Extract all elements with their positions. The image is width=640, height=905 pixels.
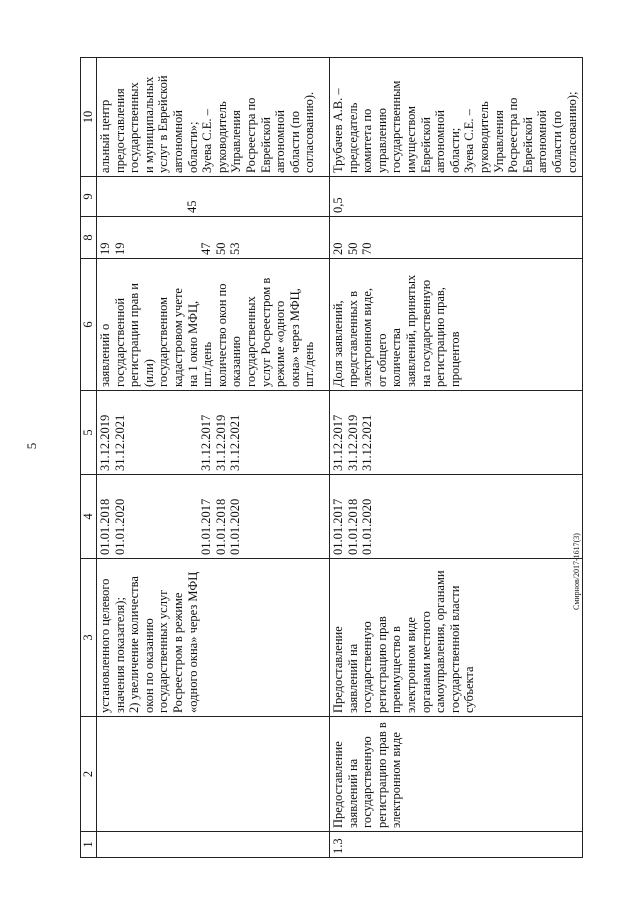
cell-responsible: Трубачев А.В. – председатель комитета по управлению государственным имуществом Еврейской автономной области; Зуева С.Е. – руководитель Управления Росреестра по Еврейской автономной области (по согласованию);: [330, 58, 583, 177]
cell-base-value: 0,5: [330, 177, 583, 217]
header-cell: 3: [81, 559, 97, 717]
cell-end-dates: 31.12.2017 31.12.2019 31.12.2021: [330, 391, 583, 475]
header-cell: 6: [81, 259, 97, 391]
cell-indicator: заявлений о государственной регистрации прав и (или) государственном кадастровом учете на 1 окно МФЦ, шт./день количество окон по оказанию государственных услуг Росреестром в режиме «одного окна» через МФЦ, шт./день: [97, 259, 330, 391]
cell-target-values: 19 19 47 50 53: [97, 217, 330, 259]
cell-indicator: Доля заявлений, представленных в электронном виде, от общего количества заявлений, принятых на государственную регистрацию прав, процентов: [330, 259, 583, 391]
header-cell: 9: [81, 177, 97, 217]
cell-event-name: [97, 717, 330, 832]
cell-start-dates: 01.01.2017 01.01.2018 01.01.2020: [330, 475, 583, 559]
document-table: [80, 57, 583, 858]
document-signature: Смирнов/2017-1617(3): [572, 533, 581, 610]
cell-number: [97, 832, 330, 858]
cell-end-dates: 31.12.2019 31.12.2021 31.12.2017 31.12.2019 31.12.2021: [97, 391, 330, 475]
header-cell: 4: [81, 475, 97, 559]
page-number: 5: [24, 442, 39, 450]
table-row-continued: [97, 58, 330, 858]
header-row: [81, 58, 97, 858]
header-cell: 2: [81, 717, 97, 832]
cell-target-values: 20 50 70: [330, 217, 583, 259]
table-row-1-3: [330, 58, 583, 858]
cell-event-content: установленного целевого значения показателя); 2) увеличение количества окон по оказанию государственных услуг Росреестром в режиме «одного окна» через МФЦ: [97, 559, 330, 717]
cell-event-content: Предоставление заявлений на государственную регистрацию прав преимущество в электронном виде органами местного самоуправления, органами государственной власти субъекта: [330, 559, 583, 717]
cell-responsible: альный центр предоставления государственных и муниципальных услуг в Еврейской автономной области»; Зуева С.Е. – руководитель Управления Росреестра по Еврейской автономной области (по согласованию).: [97, 58, 330, 177]
cell-base-value: 45: [97, 177, 330, 217]
rotated-content: [80, 58, 584, 858]
rotated-page: [80, 58, 584, 858]
cell-event-name: Предоставление заявлений на государственную регистрацию прав в электронном виде: [330, 717, 583, 832]
header-cell: 8: [81, 217, 97, 259]
header-cell: 1: [81, 832, 97, 858]
cell-start-dates: 01.01.2018 01.01.2020 01.01.2017 01.01.2018 01.01.2020: [97, 475, 330, 559]
header-cell: 5: [81, 391, 97, 475]
header-cell: 10: [81, 58, 97, 177]
cell-number: 1.3: [330, 832, 583, 858]
